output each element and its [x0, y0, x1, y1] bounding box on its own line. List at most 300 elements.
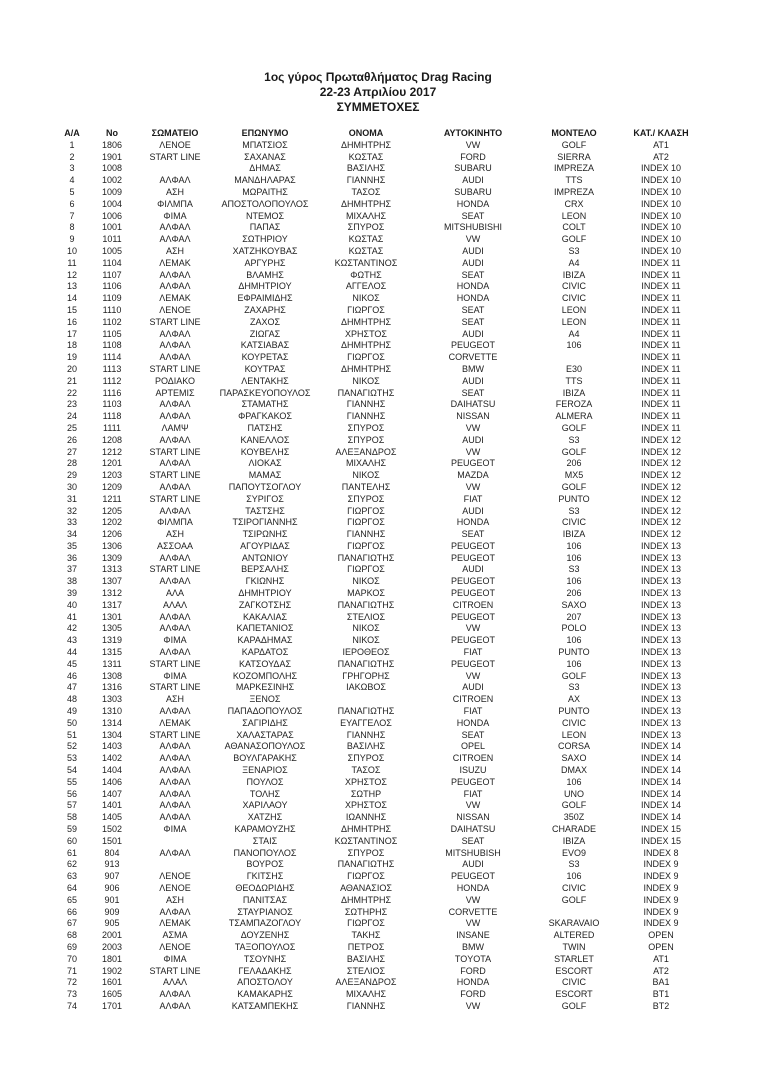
cell: AX: [567, 694, 580, 705]
cell: PEUGEOT: [450, 458, 495, 469]
cell: ΓΙΩΡΓΟΣ: [347, 304, 385, 315]
table-row: [54, 541, 702, 553]
cell: INDEX 13: [640, 682, 682, 693]
cell: ΠΑΝΤΕΛΗΣ: [341, 481, 391, 492]
cell: ΑΠΟΣΤΟΛΟΠΟΥΛΟΣ: [221, 198, 309, 209]
cell: VW: [465, 446, 481, 457]
table-row: [54, 765, 702, 777]
table-row: [54, 140, 702, 152]
cell: 39: [66, 588, 77, 599]
cell: SEAT: [461, 316, 485, 327]
cell: ΑΛΑ: [165, 588, 185, 599]
cell: 21: [66, 375, 77, 386]
cell: 17: [66, 328, 77, 339]
cell: 42: [66, 623, 77, 634]
cell: INDEX 11: [641, 387, 681, 398]
cell: 1105: [102, 328, 122, 339]
cell: ΛΕΜΑΚ: [159, 293, 191, 304]
cell: INDEX 12: [640, 517, 682, 528]
cell: CIVIC: [561, 281, 586, 292]
cell: HONDA: [456, 517, 490, 528]
cell: 69: [66, 941, 77, 952]
cell: ΛΕΜΑΚ: [159, 257, 191, 268]
cell: BT1: [652, 989, 670, 1000]
cell: ΓΙΑΝΝΗΣ: [346, 1000, 386, 1011]
cell: 1316: [101, 682, 123, 693]
cell: AT2: [653, 965, 669, 976]
cell: ΣΤΑΙΣ: [252, 835, 278, 846]
cell: ΤΟΛΗΣ: [249, 788, 281, 799]
cell: VW: [465, 422, 481, 433]
table-row: [54, 222, 702, 234]
table-row: [54, 270, 702, 282]
cell: [528, 352, 620, 364]
table-row: [54, 777, 702, 789]
cell: 1005: [101, 245, 123, 256]
table-row: [54, 506, 702, 518]
cell: ΑΛΦΑΛ: [159, 906, 191, 917]
cell: PUNTO: [558, 493, 590, 504]
cell: ΑΛΦΑΛ: [159, 281, 191, 292]
cell: ΑΛΦΑΛ: [159, 505, 191, 516]
table-row: [54, 305, 702, 317]
cell: ΣΠΥΡΟΣ: [347, 847, 385, 858]
cell: INDEX 13: [640, 623, 682, 634]
cell: 905: [104, 918, 120, 929]
cell: MITSHUBISH: [445, 847, 501, 858]
cell: ΑΛΦΑΛ: [159, 481, 191, 492]
cell: FIAT: [463, 647, 483, 658]
cell: ΤΑΣΟΣ: [351, 186, 381, 197]
cell: 909: [104, 906, 120, 917]
cell: ΑΛΦΑΛ: [159, 647, 191, 658]
cell: ΦΙΜΑ: [163, 210, 187, 221]
cell: INDEX 10: [640, 198, 682, 209]
cell: 106: [566, 552, 582, 563]
cell: 48: [66, 694, 77, 705]
cell: ΓΙΩΡΓΟΣ: [347, 871, 385, 882]
document-subtitle: ΣΥΜΜΕΤΟΧΕΣ: [336, 100, 420, 114]
cell: INDEX 9: [643, 883, 679, 893]
cell: ΛΕΝΟΕ: [159, 139, 191, 150]
cell: ΦΙΜΑ: [163, 670, 187, 681]
cell: ΔΗΜΗΤΡΗΣ: [340, 340, 392, 351]
cell: START LINE: [149, 470, 201, 481]
cell: ΔΗΜΗΤΡΗΣ: [340, 316, 392, 327]
cell: ΠΑΝΑΓΙΩΤΗΣ: [337, 387, 395, 398]
table-row: [54, 458, 702, 470]
cell: AT1: [653, 953, 669, 964]
cell: ΑΘΑΝΑΣΙΟΣ: [340, 883, 392, 893]
cell: VW: [465, 918, 481, 929]
cell: 4: [69, 175, 75, 186]
cell: ΧΡΗΣΤΟΣ: [345, 800, 387, 811]
cell: ΤΑΞΟΠΟΥΛΟΣ: [234, 941, 296, 952]
cell: 66: [66, 906, 77, 917]
cell: 36: [66, 552, 77, 563]
cell: ΓΚΙΤΣΗΣ: [246, 871, 284, 882]
cell: 1208: [101, 434, 123, 445]
cell: PEUGEOT: [450, 611, 495, 622]
cell: HONDA: [456, 977, 490, 988]
cell: ΑΛΦΑΛ: [159, 328, 191, 339]
cell: ΒΟΥΡΟΣ: [246, 859, 284, 870]
cell: 1307: [101, 576, 123, 587]
cell: AT2: [653, 151, 669, 162]
cell: ΑΛΦΑΛ: [159, 788, 191, 799]
cell: 206: [566, 458, 582, 469]
cell: VW: [465, 234, 481, 245]
table-row: [54, 388, 702, 400]
cell: COLT: [562, 222, 586, 233]
cell: 206: [566, 588, 582, 599]
cell: ΚΩΣΤΑΣ: [348, 151, 384, 162]
cell: IBIZA: [562, 835, 586, 846]
cell: GOLF: [561, 894, 587, 905]
cell: CIVIC: [561, 517, 586, 528]
cell: ΓΙΑΝΝΗΣ: [346, 175, 386, 186]
cell: 1002: [101, 175, 123, 186]
table-row: [54, 789, 702, 801]
cell: ΒΕΡΣΑΛΗΣ: [241, 564, 289, 575]
cell: ΞΕΝΟΣ: [249, 694, 281, 705]
cell: 106: [566, 871, 582, 882]
cell: ΑΣΣΟΑΑ: [157, 540, 193, 551]
cell: TWIN: [562, 941, 586, 952]
cell: INDEX 11: [641, 375, 681, 386]
cell: INDEX 13: [640, 588, 682, 599]
column-header-category: ΚΑΤ./ ΚΛΑΣΗ: [633, 128, 689, 138]
cell: ΚΑΝΕΛΛΟΣ: [240, 434, 290, 445]
cell: 22: [66, 387, 77, 398]
document-content: [54, 0, 702, 1013]
cell: 1309: [101, 552, 123, 563]
cell: S3: [568, 434, 580, 445]
cell: SEAT: [461, 210, 485, 221]
cell: ΑΛΦΑΛ: [159, 458, 191, 469]
cell: 106: [566, 540, 582, 551]
cell: 64: [66, 883, 77, 893]
table-row: [54, 258, 702, 270]
cell: ΑΛΦΑΛ: [159, 411, 191, 422]
cell: ΔΗΜΗΤΡΗΣ: [340, 198, 392, 209]
cell: 1102: [102, 316, 122, 327]
cell: AUDI: [462, 257, 484, 268]
cell: 1301: [101, 611, 123, 622]
cell: ΖΑΧΟΣ: [249, 316, 281, 327]
cell: ΠΑΝΟΠΟΥΛΟΣ: [233, 847, 297, 858]
cell: AUDI: [462, 505, 484, 516]
cell: 1701: [101, 1000, 123, 1011]
cell: 1806: [101, 139, 123, 150]
cell: A4: [568, 328, 580, 339]
table-row: [54, 718, 702, 730]
table-row: [54, 907, 702, 919]
cell: ΜΑΡΚΕΣΙΝΗΣ: [235, 682, 295, 693]
cell: 65: [66, 894, 77, 905]
table-row: [54, 989, 702, 1001]
cell: POLO: [561, 623, 587, 634]
table-row: [54, 836, 702, 848]
cell: ΜΩΡΑΙΤΗΣ: [242, 186, 288, 197]
cell: ΛΕΝΟΕ: [159, 871, 191, 882]
cell: 1006: [101, 210, 123, 221]
cell: 1116: [102, 387, 122, 398]
cell: INDEX 9: [643, 871, 679, 882]
cell: ΧΡΗΣΤΟΣ: [345, 328, 387, 339]
cell: ΑΛΕΞΑΝΔΡΟΣ: [335, 446, 397, 457]
cell: ΑΡΤΕΜΙΣ: [155, 387, 195, 398]
cell: INDEX 10: [640, 210, 682, 221]
table-row: [54, 435, 702, 447]
cell: 2003: [101, 941, 123, 952]
cell: ΤΣΟΥΝΗΣ: [243, 953, 287, 964]
cell: PUNTO: [558, 706, 590, 717]
cell: 50: [66, 717, 77, 728]
cell: 47: [66, 682, 77, 693]
cell: 31: [66, 493, 77, 504]
cell: SAXO: [561, 599, 587, 610]
cell: 1305: [101, 623, 123, 634]
cell: AT1: [653, 139, 669, 150]
cell: VW: [465, 139, 481, 150]
cell: SEAT: [461, 269, 485, 280]
cell: ΑΛΦΑΛ: [159, 706, 191, 717]
cell: HONDA: [456, 281, 490, 292]
table-row: [54, 199, 702, 211]
table-row: [54, 824, 702, 836]
table-row: [54, 281, 702, 293]
cell: INDEX 9: [643, 918, 679, 929]
cell: ΑΛΦΑΛ: [159, 552, 191, 563]
cell: ΑΣΗ: [165, 245, 185, 256]
cell: BMW: [462, 363, 484, 374]
cell: A4: [568, 257, 580, 268]
table-row: [54, 517, 702, 529]
cell: VW: [465, 670, 481, 681]
cell: AUDI: [462, 245, 484, 256]
cell: PEUGEOT: [450, 576, 495, 587]
cell: ΑΛΦΑΛ: [159, 1000, 191, 1011]
cell: START LINE: [149, 151, 201, 162]
cell: ΣΤΑΜΑΤΗΣ: [241, 399, 289, 410]
cell: ΚΑΤΣΙΑΒΑΣ: [240, 340, 290, 351]
cell: 907: [104, 871, 120, 882]
cell: SEAT: [461, 304, 485, 315]
cell: ΓΙΑΝΝΗΣ: [346, 729, 386, 740]
table-row: [54, 352, 702, 364]
cell: 1110: [102, 304, 122, 315]
cell: PEUGEOT: [450, 871, 495, 882]
cell: ΛΕΜΑΚ: [159, 918, 191, 929]
cell: 37: [66, 564, 77, 575]
cell: STARLET: [554, 953, 594, 964]
cell: CITROEN: [452, 694, 494, 705]
cell: NISSAN: [456, 812, 490, 823]
cell: ALTERED: [553, 930, 595, 941]
table-row: [54, 234, 702, 246]
cell: ΚΑΜΑΚΑΡΗΣ: [237, 989, 293, 1000]
cell: ΔΗΜΗΤΡΗΣ: [340, 363, 392, 374]
cell: 46: [66, 670, 77, 681]
cell: 24: [66, 411, 77, 422]
table-row: [54, 647, 702, 659]
cell: ΑΓΓΕΛΟΣ: [345, 281, 387, 292]
cell: ΓΙΩΡΓΟΣ: [347, 564, 385, 575]
cell: ΣΤΕΛΙΟΣ: [346, 965, 386, 976]
cell: [134, 836, 216, 848]
cell: INDEX 11: [641, 293, 681, 304]
table-row: [54, 954, 702, 966]
cell: 40: [66, 599, 77, 610]
cell: 350Z: [563, 812, 585, 823]
cell: ΝΙΚΟΣ: [352, 576, 380, 587]
cell: MITSHUBISHI: [443, 222, 502, 233]
cell: INDEX 14: [640, 800, 682, 811]
cell: 1801: [101, 953, 123, 964]
cell: 63: [66, 871, 77, 882]
cell: INDEX 11: [641, 399, 681, 410]
cell: INDEX 14: [640, 788, 682, 799]
cell: 43: [66, 635, 77, 646]
table-row: [54, 494, 702, 506]
cell: OPEL: [460, 741, 485, 752]
cell: ΑΛΦΑΛ: [159, 623, 191, 634]
cell: INDEX 11: [641, 363, 681, 374]
cell: ΑΛΦΑΛ: [159, 399, 191, 410]
cell: ΚΑΡΑΜΟΥΖΗΣ: [234, 824, 296, 835]
cell: ΣΤΕΛΙΟΣ: [346, 611, 386, 622]
cell: CIVIC: [561, 883, 586, 893]
cell: 5: [69, 186, 75, 197]
cell: INDEX 13: [640, 647, 682, 658]
cell: 106: [566, 635, 582, 646]
cell: ΓΡΗΓΟΡΗΣ: [342, 670, 390, 681]
cell: LEON: [561, 316, 587, 327]
cell: ΑΛΦΑΛ: [159, 576, 191, 587]
table-row: [54, 340, 702, 352]
cell: TTS: [565, 375, 583, 386]
cell: ΓΚΙΩΝΗΣ: [245, 576, 285, 587]
cell: 1314: [101, 717, 123, 728]
cell: ΓΙΩΡΓΟΣ: [347, 517, 385, 528]
cell: 6: [69, 198, 75, 209]
cell: HONDA: [456, 293, 490, 304]
cell: 18: [66, 340, 77, 351]
cell: OPEN: [648, 930, 674, 941]
cell: ΣΩΤΗΡ: [350, 788, 382, 799]
cell: START LINE: [149, 729, 201, 740]
cell: ΚΩΣΤΑΝΤΙΝΟΣ: [334, 257, 398, 268]
cell: INSANE: [456, 930, 490, 941]
cell: ESCORT: [555, 989, 593, 1000]
cell: START LINE: [149, 316, 201, 327]
cell: BMW: [462, 941, 484, 952]
cell: ΚΑΠΕΤΑΝΙΟΣ: [236, 623, 294, 634]
cell: 1303: [101, 694, 123, 705]
cell: S3: [568, 505, 580, 516]
cell: ΚΑΚΑΛΙΑΣ: [242, 611, 288, 622]
cell: ΑΡΓΥΡΗΣ: [244, 257, 286, 268]
cell: ΧΑΤΖΗΣ: [247, 812, 283, 823]
cell: ΤΣΙΡΟΓΙΑΝΝΗΣ: [232, 517, 298, 528]
table-row: [54, 329, 702, 341]
cell: 1103: [102, 399, 122, 410]
cell: 68: [66, 930, 77, 941]
cell: START LINE: [149, 493, 201, 504]
cell: ΜΑΜΑΣ: [248, 470, 282, 481]
cell: CORVETTE: [448, 352, 498, 363]
cell: ΡΟΔΙΑΚΟ: [154, 375, 196, 386]
cell: LEON: [561, 729, 587, 740]
table-row: [54, 163, 702, 175]
cell: 1008: [101, 163, 123, 174]
cell: ΣΠΥΡΟΣ: [347, 753, 385, 764]
cell: CIVIC: [561, 977, 586, 988]
table-row: [54, 317, 702, 329]
cell: ΚΑΤΣΑΜΠΕΚΗΣ: [231, 1000, 299, 1011]
cell: 3: [69, 163, 75, 174]
cell: 1317: [101, 599, 123, 610]
cell: INDEX 10: [640, 222, 682, 233]
column-header-model: ΜΟΝΤΕΛΟ: [551, 128, 597, 138]
cell: ΚΩΣΤΑΝΤΙΝΟΣ: [334, 835, 398, 846]
cell: 1401: [101, 800, 123, 811]
cell: FORD: [460, 965, 486, 976]
cell: ΔΗΜΗΤΡΙΟΥ: [238, 281, 292, 292]
cell: CITROEN: [452, 599, 494, 610]
cell: ΧΑΤΖΗΚΟΥΒΑΣ: [232, 245, 298, 256]
cell: ΙΩΑΝΝΗΣ: [345, 812, 387, 823]
cell: IMPREZA: [553, 163, 594, 174]
cell: INDEX 10: [640, 186, 682, 197]
cell: 27: [66, 446, 77, 457]
cell: INDEX 11: [641, 352, 681, 363]
cell: INDEX 12: [640, 446, 682, 457]
cell: ΑΛΦΑΛ: [159, 847, 191, 858]
cell: INDEX 12: [640, 481, 682, 492]
column-header-surname: ΕΠΩΝΥΜΟ: [241, 128, 289, 138]
cell: DMAX: [560, 765, 587, 776]
cell: 1201: [101, 458, 123, 469]
cell: INDEX 13: [640, 540, 682, 551]
cell: ΚΑΡΔΑΤΟΣ: [241, 647, 289, 658]
cell: FIAT: [463, 493, 483, 504]
cell: GOLF: [561, 422, 587, 433]
table-row: [54, 482, 702, 494]
cell: ΦΙΜΑ: [163, 824, 187, 835]
cell: ΝΙΚΟΣ: [352, 470, 380, 481]
cell: ΑΛΦΑΛ: [159, 269, 191, 280]
cell: 1106: [102, 281, 122, 292]
cell: 25: [66, 422, 77, 433]
cell: ΔΗΜΗΤΡΗΣ: [340, 139, 392, 150]
cell: 55: [66, 776, 77, 787]
table-row: [54, 966, 702, 978]
cell: ΣΩΤΗΡΗΣ: [344, 906, 388, 917]
cell: LEON: [561, 210, 587, 221]
cell: ΑΛΦΑΛ: [159, 222, 191, 233]
cell: ΔΗΜΗΤΡΙΟΥ: [238, 588, 292, 599]
table-row: [54, 187, 702, 199]
cell: [528, 907, 620, 919]
cell: 62: [66, 859, 77, 870]
cell: VW: [465, 800, 481, 811]
cell: 1902: [101, 965, 123, 976]
cell: 44: [66, 647, 77, 658]
cell: FORD: [460, 151, 486, 162]
cell: ΜΙΧΑΛΗΣ: [345, 989, 387, 1000]
